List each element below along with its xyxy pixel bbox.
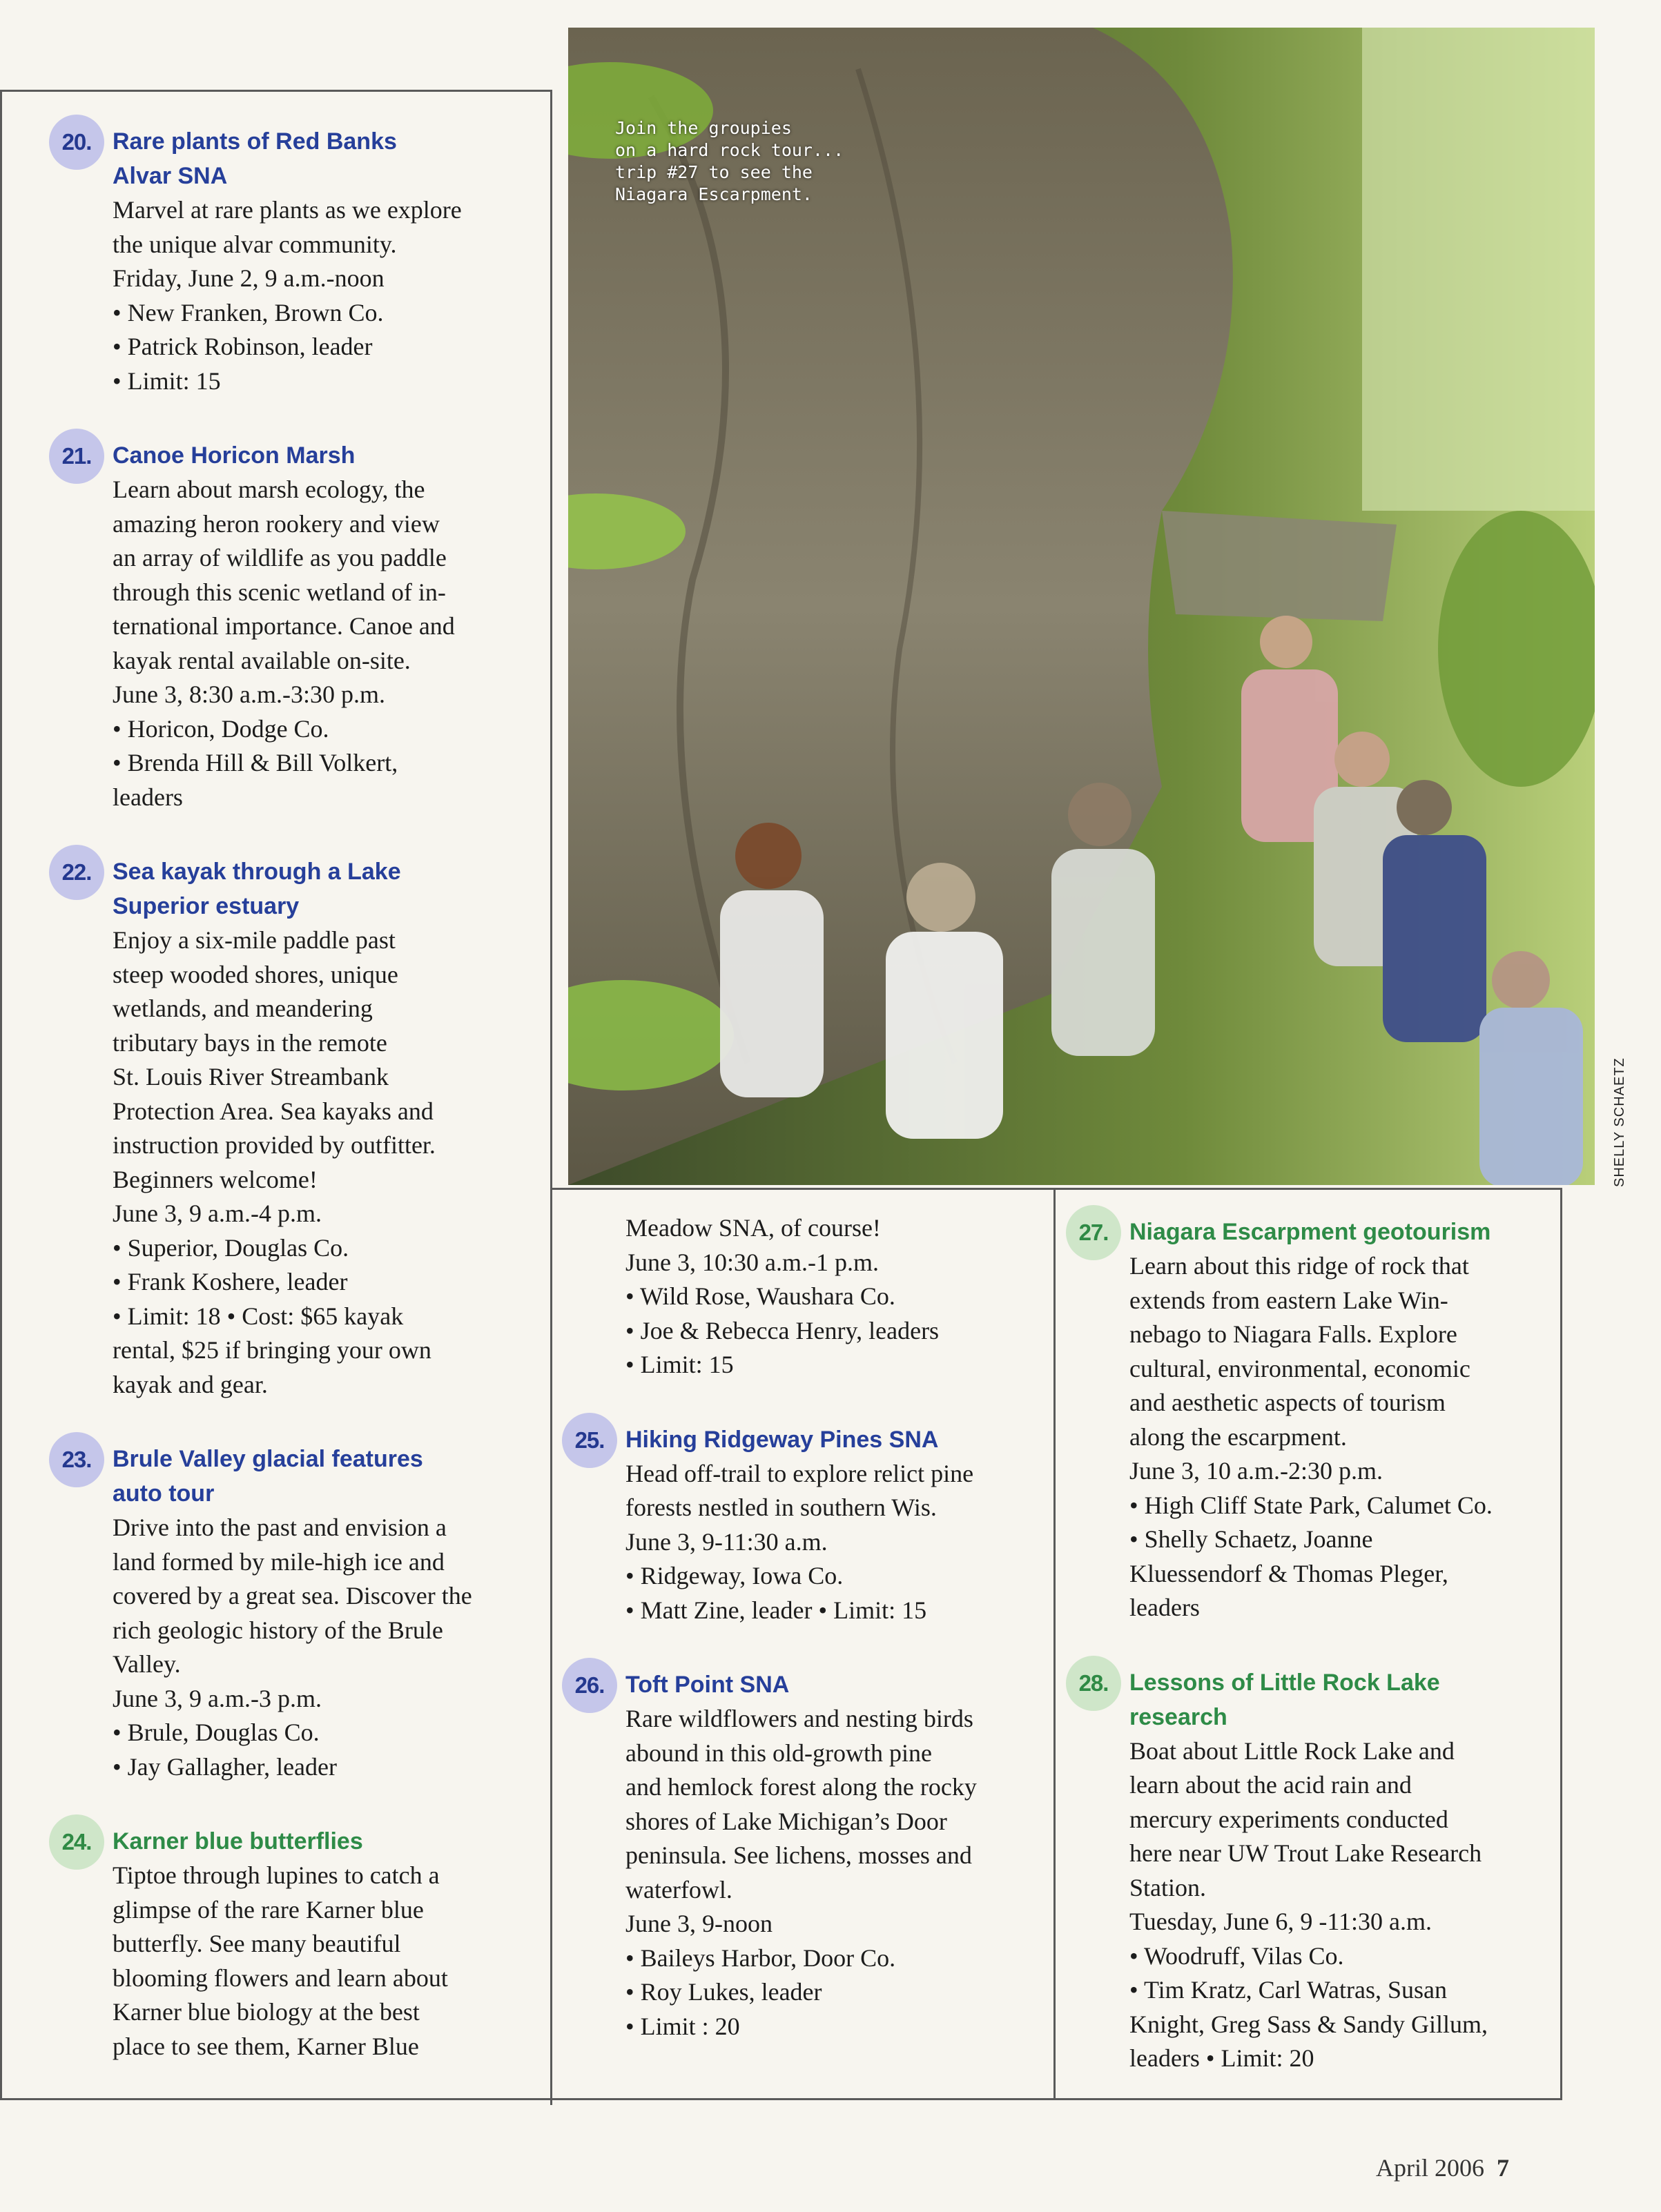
body-line: the unique alvar community. bbox=[113, 230, 397, 258]
body-line: wetlands, and meandering bbox=[113, 995, 373, 1022]
body-line: glimpse of the rare Karner blue bbox=[113, 1895, 424, 1924]
title-line: Niagara Escarpment geotourism bbox=[1129, 1219, 1491, 1245]
body-line: • Superior, Douglas Co. bbox=[113, 1233, 349, 1262]
trip-description bbox=[1129, 1249, 1557, 1625]
body-line: • Ridgeway, Iowa Co. bbox=[625, 1562, 844, 1589]
trip-title bbox=[1129, 1665, 1557, 1734]
body-line: tributary bays in the remote bbox=[113, 1028, 387, 1057]
trip-number-badge: 24. bbox=[49, 1814, 104, 1870]
trip-title bbox=[113, 1442, 541, 1511]
title-line: Toft Point SNA bbox=[625, 1672, 790, 1698]
trip-title bbox=[113, 438, 541, 473]
trip-description bbox=[113, 1511, 541, 1784]
photo-caption bbox=[615, 117, 844, 206]
body-line: blooming flowers and learn about bbox=[113, 1964, 448, 1992]
title-line: Lessons of Little Rock Lake bbox=[1129, 1669, 1440, 1696]
body-line: abound in this old-growth pine bbox=[625, 1739, 932, 1767]
body-line: cultural, environmental, economic bbox=[1129, 1354, 1470, 1382]
body-line: Kluessendorf & Thomas Pleger, bbox=[1129, 1559, 1448, 1587]
body-line: June 3, 10:30 a.m.-1 p.m. bbox=[625, 1248, 879, 1276]
body-line: • Horicon, Dodge Co. bbox=[113, 714, 329, 743]
body-line: peninsula. See lichens, mosses and bbox=[625, 1841, 972, 1869]
body-line: • Wild Rose, Waushara Co. bbox=[625, 1282, 895, 1310]
body-line: kayak rental available on-site. bbox=[113, 646, 411, 674]
body-line: • Brenda Hill & Bill Volkert, bbox=[113, 749, 398, 776]
body-line: Boat about Little Rock Lake and bbox=[1129, 1736, 1455, 1765]
body-line: Karner blue biology at the best bbox=[113, 1998, 420, 2026]
trip-title bbox=[113, 124, 541, 193]
trip-description bbox=[113, 923, 541, 1402]
trip-20 bbox=[61, 124, 541, 398]
title-line: Brule Valley glacial features bbox=[113, 1446, 423, 1472]
body-line: • Matt Zine, leader • Limit: 15 bbox=[625, 1596, 927, 1624]
body-line: • Brule, Douglas Co. bbox=[113, 1719, 320, 1746]
body-line: leaders bbox=[113, 783, 183, 811]
body-line: • Woodruff, Vilas Co. bbox=[1129, 1941, 1344, 1970]
trip-description bbox=[113, 193, 541, 398]
title-line: Canoe Horicon Marsh bbox=[113, 442, 356, 469]
body-line: • Limit: 18 • Cost: $65 kayak bbox=[113, 1302, 404, 1330]
body-line: and hemlock forest along the rocky bbox=[625, 1773, 977, 1801]
trip-title bbox=[113, 1824, 541, 1859]
body-line: • Roy Lukes, leader bbox=[625, 1978, 822, 2006]
body-line: Meadow SNA, of course! bbox=[625, 1214, 881, 1242]
body-line: place to see them, Karner Blue bbox=[113, 2032, 419, 2060]
column-middle bbox=[574, 1211, 1047, 2084]
body-line: and aesthetic aspects of tourism bbox=[1129, 1389, 1446, 1416]
title-line: Sea kayak through a Lake bbox=[113, 859, 401, 885]
top-rule-left bbox=[0, 90, 550, 92]
trip-21 bbox=[61, 438, 541, 814]
body-line: • Limit: 15 bbox=[625, 1351, 734, 1378]
body-line: • Patrick Robinson, leader bbox=[113, 333, 373, 360]
trip-description bbox=[625, 1702, 1047, 2044]
caption-line: Join the groupies bbox=[615, 118, 792, 138]
trip-description bbox=[1129, 1734, 1557, 2076]
caption-line: Niagara Escarpment. bbox=[615, 184, 813, 204]
title-line: Superior estuary bbox=[113, 893, 300, 919]
trip-25 bbox=[574, 1422, 1047, 1628]
body-line: Protection Area. Sea kayaks and bbox=[113, 1097, 434, 1125]
body-line: Friday, June 2, 9 a.m.-noon bbox=[113, 264, 385, 292]
trip-23 bbox=[61, 1442, 541, 1784]
body-line: Beginners welcome! bbox=[113, 1165, 318, 1193]
body-line: • Baileys Harbor, Door Co. bbox=[625, 1944, 896, 1972]
escarpment-photo bbox=[568, 28, 1595, 1185]
body-line: Tiptoe through lupines to catch a bbox=[113, 1861, 440, 1889]
body-line: Head off-trail to explore relict pine bbox=[625, 1459, 974, 1487]
middle-column-rule bbox=[1053, 1188, 1056, 2100]
body-line: June 3, 10 a.m.-2:30 p.m. bbox=[1129, 1457, 1383, 1485]
body-line: an array of wildlife as you paddle bbox=[113, 544, 447, 571]
body-line: land formed by mile-high ice and bbox=[113, 1547, 445, 1576]
body-line: Enjoy a six-mile paddle past bbox=[113, 926, 396, 954]
body-line: Valley. bbox=[113, 1650, 181, 1678]
column-right bbox=[1078, 1215, 1557, 2116]
issue-date: April 2006 bbox=[1376, 2154, 1484, 2182]
body-line: Tuesday, June 6, 9 -11:30 a.m. bbox=[1129, 1908, 1432, 1935]
body-line: Knight, Greg Sass & Sandy Gillum, bbox=[1129, 2010, 1488, 2038]
body-line: along the escarpment. bbox=[1129, 1422, 1347, 1451]
body-line: ternational importance. Canoe and bbox=[113, 612, 455, 640]
body-line: shores of Lake Michigan’s Door bbox=[625, 1807, 947, 1835]
body-line: through this scenic wetland of in- bbox=[113, 578, 446, 606]
page-number: 7 bbox=[1497, 2154, 1509, 2182]
body-line: • Limit : 20 bbox=[625, 2012, 740, 2040]
trip-number-badge: 28. bbox=[1066, 1656, 1121, 1711]
trip-number-badge: 26. bbox=[562, 1658, 617, 1713]
body-line: Learn about marsh ecology, the bbox=[113, 476, 425, 503]
trip-description bbox=[113, 473, 541, 814]
body-line: waterfowl. bbox=[625, 1875, 732, 1903]
trip-26 bbox=[574, 1667, 1047, 2044]
title-line: Hiking Ridgeway Pines SNA bbox=[625, 1426, 939, 1453]
title-line: Karner blue butterflies bbox=[113, 1828, 363, 1854]
body-line: here near UW Trout Lake Research bbox=[1129, 1839, 1482, 1867]
body-line: Drive into the past and envision a bbox=[113, 1514, 447, 1541]
body-line: rental, $25 if bringing your own bbox=[113, 1336, 431, 1364]
trip-title bbox=[113, 854, 541, 923]
title-line: Alvar SNA bbox=[113, 163, 228, 189]
title-line: research bbox=[1129, 1703, 1227, 1730]
body-line: St. Louis River Streambank bbox=[113, 1063, 389, 1090]
trip-title bbox=[625, 1422, 1047, 1457]
trip-description bbox=[113, 1859, 541, 2064]
body-line: Rare wildflowers and nesting birds bbox=[625, 1705, 973, 1732]
page-footer bbox=[1376, 2153, 1509, 2182]
body-line: June 3, 9-noon bbox=[625, 1910, 773, 1937]
left-edge-rule bbox=[0, 90, 2, 2098]
body-line: • New Franken, Brown Co. bbox=[113, 298, 384, 326]
photo-bottom-rule bbox=[552, 1188, 1562, 1190]
trip-24 bbox=[61, 1824, 541, 2064]
body-line: June 3, 9 a.m.-3 p.m. bbox=[113, 1684, 322, 1712]
body-line: covered by a great sea. Discover the bbox=[113, 1582, 472, 1609]
body-line: • Joe & Rebecca Henry, leaders bbox=[625, 1316, 940, 1344]
body-line: instruction provided by outfitter. bbox=[113, 1131, 436, 1159]
trip-title bbox=[1129, 1215, 1557, 1249]
body-line: • Shelly Schaetz, Joanne bbox=[1129, 1525, 1373, 1553]
body-line: rich geologic history of the Brule bbox=[113, 1616, 443, 1644]
trip-27 bbox=[1078, 1215, 1557, 1625]
body-line: Learn about this ridge of rock that bbox=[1129, 1252, 1469, 1280]
title-line: auto tour bbox=[113, 1480, 215, 1507]
body-line: • Frank Koshere, leader bbox=[113, 1268, 348, 1295]
trip-description bbox=[625, 1457, 1047, 1628]
title-line: Rare plants of Red Banks bbox=[113, 128, 397, 155]
column-left bbox=[61, 124, 541, 2104]
body-line: • Tim Kratz, Carl Watras, Susan bbox=[1129, 1976, 1448, 2004]
trip-title bbox=[625, 1667, 1047, 1702]
body-line: steep wooded shores, unique bbox=[113, 960, 398, 988]
body-line: forests nestled in southern Wis. bbox=[625, 1494, 937, 1521]
body-line: • High Cliff State Park, Calumet Co. bbox=[1129, 1491, 1493, 1519]
body-line: leaders • Limit: 20 bbox=[1129, 2044, 1314, 2072]
body-line: leaders bbox=[1129, 1594, 1200, 1621]
trip-number-badge: 20. bbox=[49, 115, 104, 170]
body-line: amazing heron rookery and view bbox=[113, 509, 440, 538]
trip-number-badge: 27. bbox=[1066, 1205, 1121, 1260]
body-line: mercury experiments conducted bbox=[1129, 1805, 1448, 1833]
caption-line: trip #27 to see the bbox=[615, 162, 813, 182]
trip-22 bbox=[61, 854, 541, 1402]
body-line: nebago to Niagara Falls. Explore bbox=[1129, 1320, 1457, 1348]
body-line: June 3, 9 a.m.-4 p.m. bbox=[113, 1200, 322, 1227]
trip-number-badge: 21. bbox=[49, 429, 104, 484]
body-line: Marvel at rare plants as we explore bbox=[113, 196, 462, 224]
trip-number-badge: 22. bbox=[49, 845, 104, 900]
body-line: June 3, 8:30 a.m.-3:30 p.m. bbox=[113, 681, 385, 708]
trip-24-continued bbox=[625, 1211, 1047, 1382]
left-column-rule bbox=[550, 90, 552, 2105]
body-line: • Jay Gallagher, leader bbox=[113, 1752, 338, 1781]
right-frame-rule bbox=[1560, 1188, 1562, 2100]
body-line: • Limit: 15 bbox=[113, 366, 221, 395]
body-line: learn about the acid rain and bbox=[1129, 1771, 1412, 1799]
body-line: extends from eastern Lake Win- bbox=[1129, 1286, 1448, 1314]
trip-number-badge: 25. bbox=[562, 1413, 617, 1468]
trip-number-badge: 23. bbox=[49, 1432, 104, 1487]
trip-28 bbox=[1078, 1665, 1557, 2076]
body-line: butterfly. See many beautiful bbox=[113, 1930, 401, 1957]
body-line: kayak and gear. bbox=[113, 1370, 268, 1398]
body-line: Station. bbox=[1129, 1873, 1207, 1901]
caption-line: on a hard rock tour... bbox=[615, 140, 844, 160]
photo-credit: SHELLY SCHAETZ bbox=[1612, 1057, 1627, 1187]
body-line: June 3, 9-11:30 a.m. bbox=[625, 1527, 828, 1556]
trip-description bbox=[625, 1211, 1047, 1382]
